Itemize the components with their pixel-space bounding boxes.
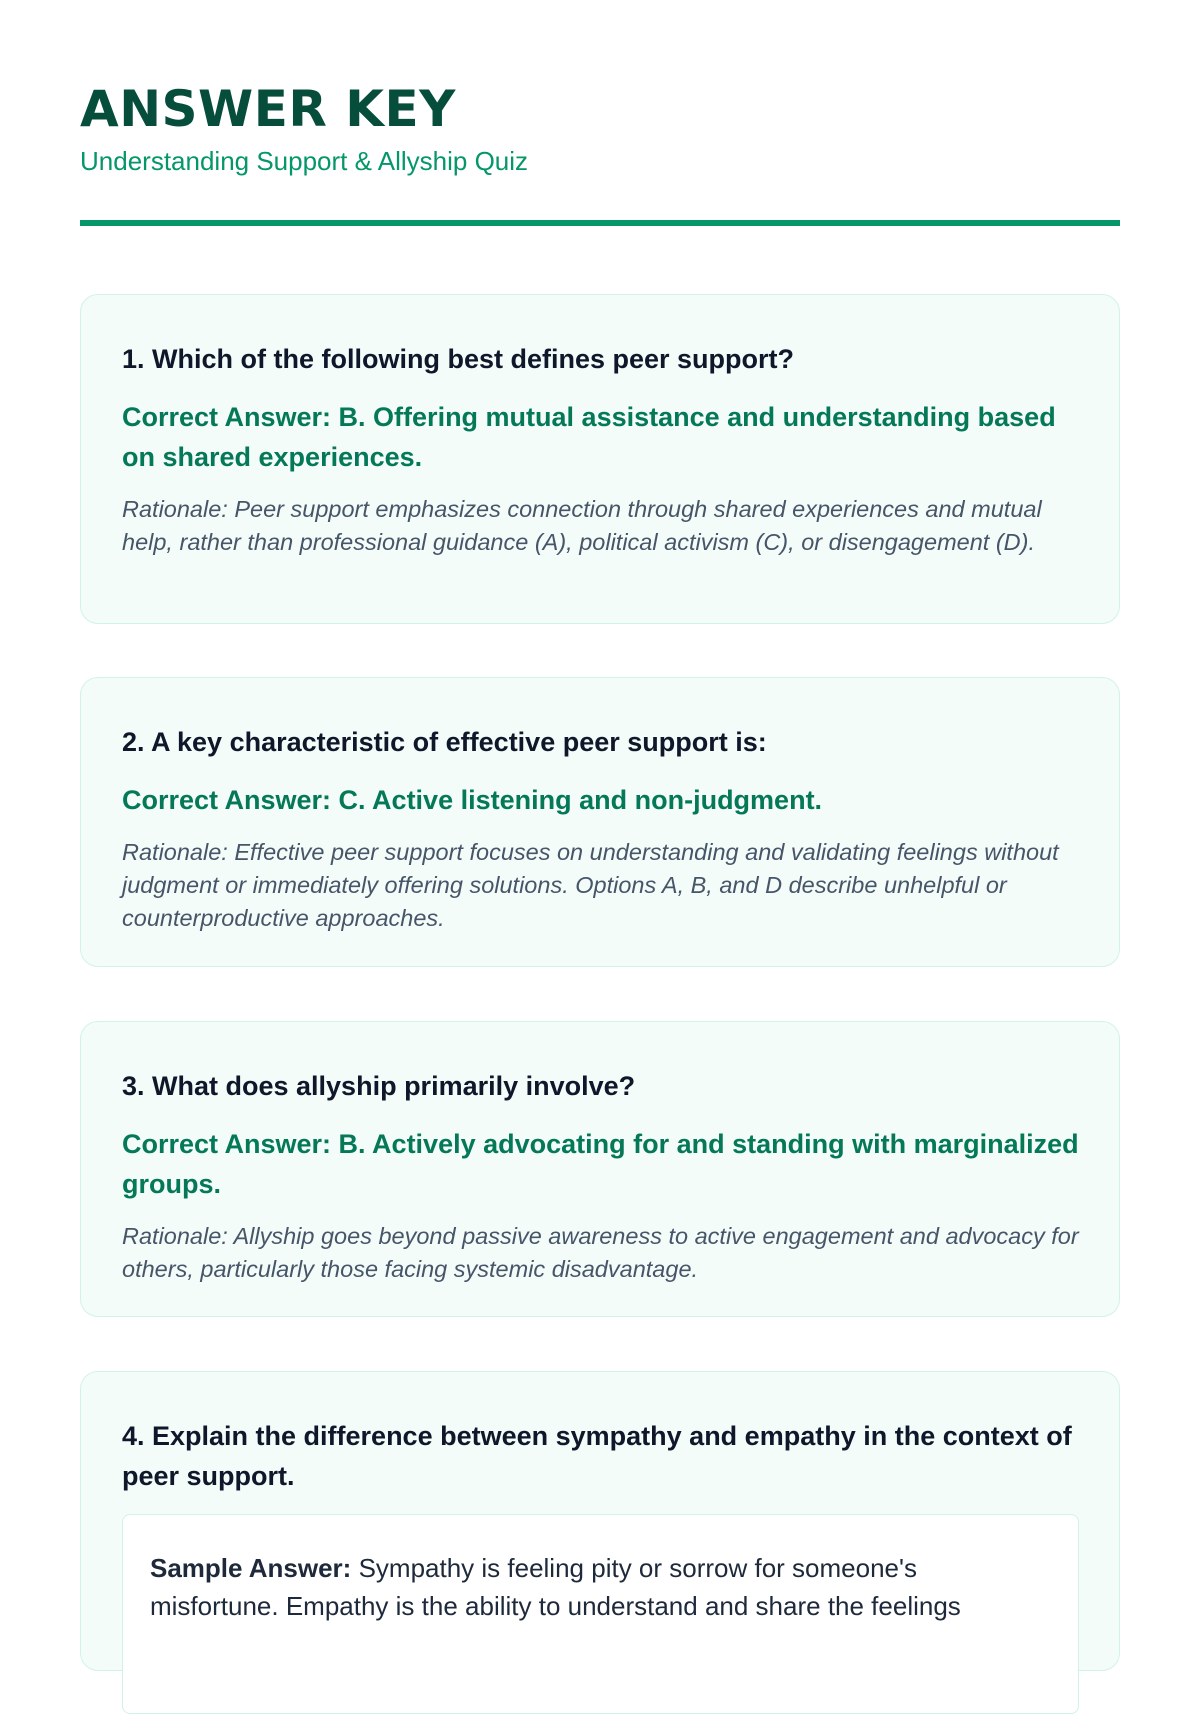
header-divider — [80, 220, 1120, 226]
question-text: 1. Which of the following best defines peer support? — [122, 344, 795, 374]
correct-answer: Correct Answer: B. Actively advocating for and standing with marginalized groups. — [122, 1129, 1079, 1199]
rationale-text: Rationale: Peer support emphasizes connection through shared experiences and mutual help, rather than professional guidance (A), political activism (C), or disengagement (D). — [122, 496, 1042, 555]
question-card-1 — [80, 294, 1120, 624]
question-text: 4. Explain the difference between sympathy and empathy in the context of peer support. — [122, 1421, 1072, 1491]
question-text: 2. A key characteristic of effective peer support is: — [122, 727, 767, 757]
question-card-2 — [80, 677, 1120, 967]
page-subtitle: Understanding Support & Allyship Quiz — [80, 146, 529, 176]
sample-answer-box — [122, 1514, 1079, 1714]
page-title: ANSWER KEY — [80, 80, 456, 138]
correct-answer: Correct Answer: C. Active listening and non-judgment. — [122, 785, 823, 815]
question-card-4 — [80, 1371, 1120, 1671]
question-card-3 — [80, 1021, 1120, 1317]
rationale-text: Rationale: Allyship goes beyond passive awareness to active engagement and advocacy for others, particularly those facing systemic disadvantage. — [122, 1223, 1079, 1282]
sample-answer-label: Sample Answer: — [150, 1553, 352, 1583]
rationale-text: Rationale: Effective peer support focuses on understanding and validating feelings without judgment or immediately offering solutions. Options A, B, and D describe unhelpful or counterproductive approaches. — [122, 839, 1059, 931]
correct-answer: Correct Answer: B. Offering mutual assistance and understanding based on shared experiences. — [122, 402, 1056, 472]
sample-answer-text: Sympathy is feeling pity or sorrow for someone's misfortune. Empathy is the ability to understand and share the feelings — [150, 1553, 961, 1621]
question-text: 3. What does allyship primarily involve? — [122, 1071, 636, 1101]
